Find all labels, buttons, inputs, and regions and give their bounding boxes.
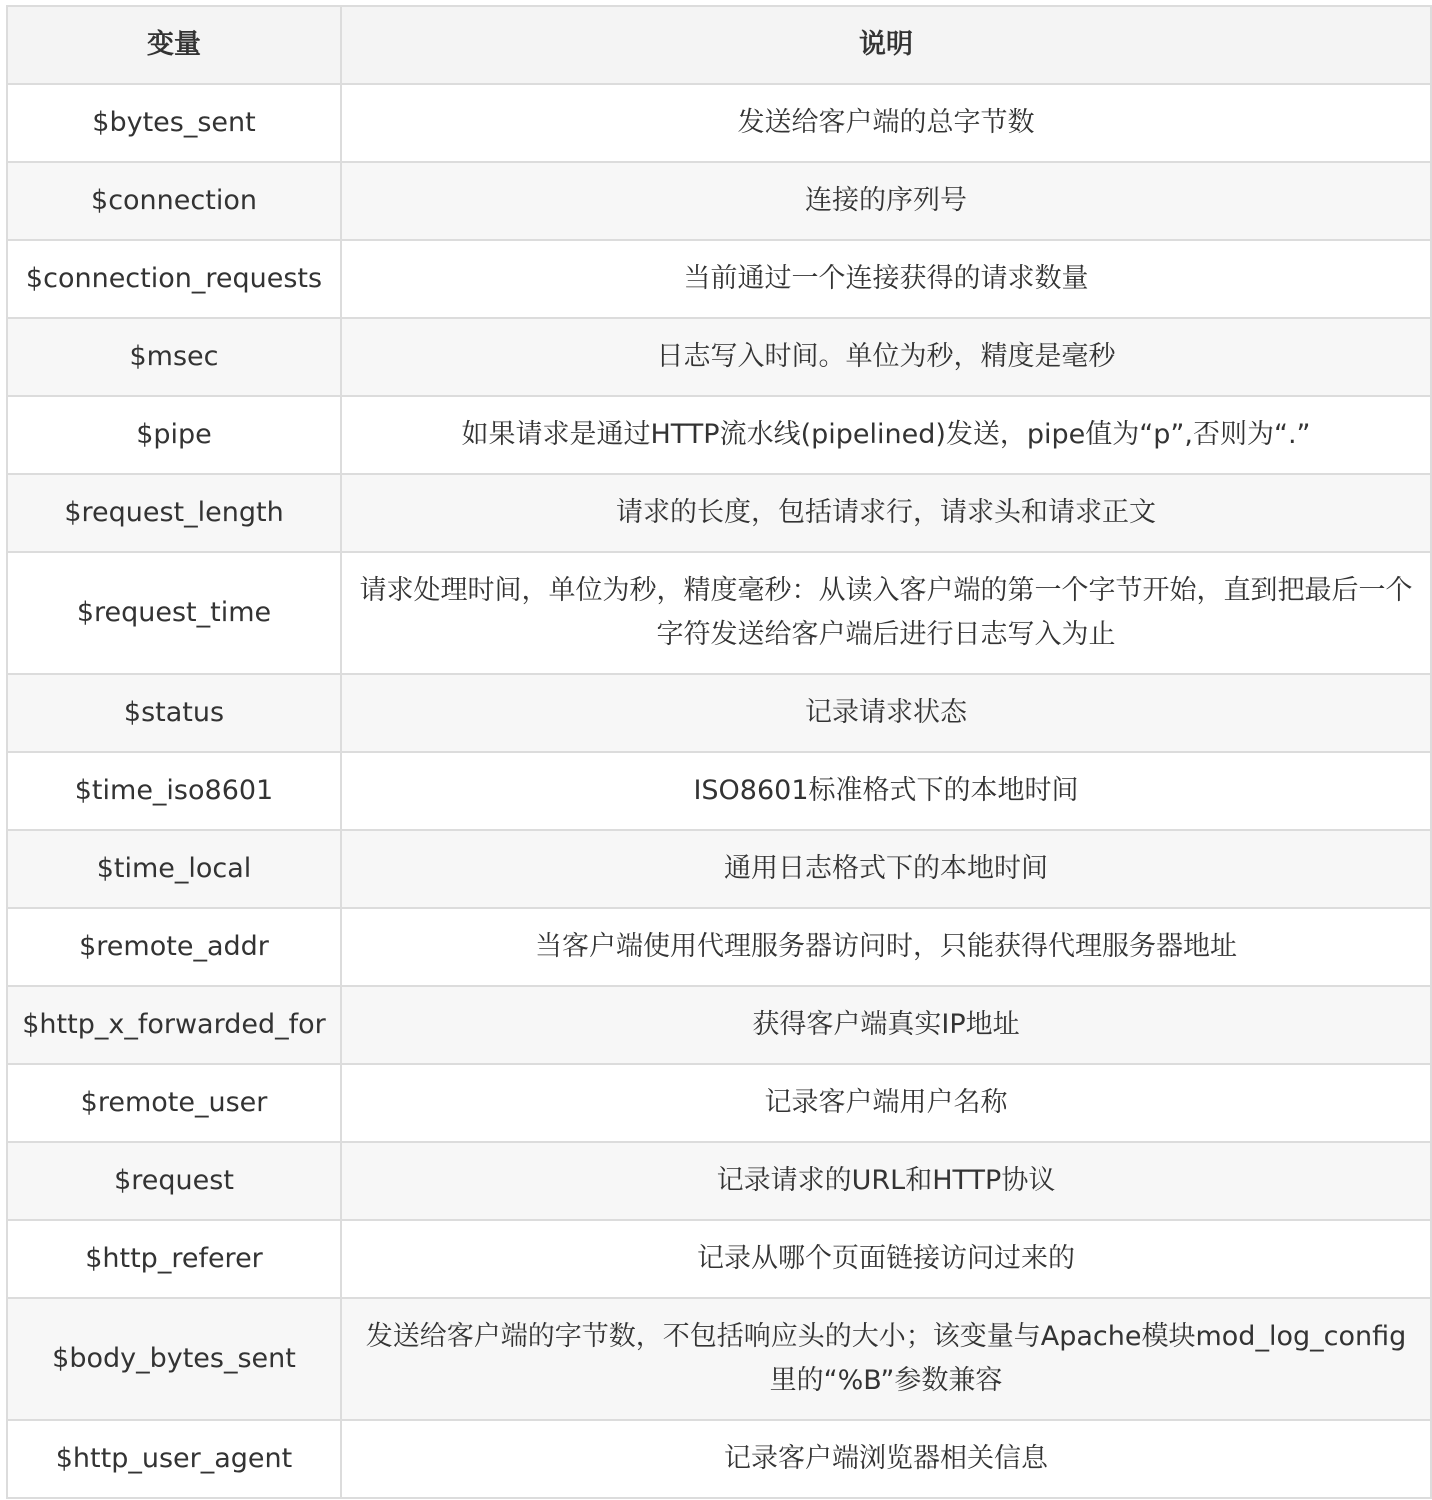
table-row [7, 986, 1431, 1064]
table-row [7, 1220, 1431, 1298]
table-row [7, 1142, 1431, 1220]
description-cell: 当前通过一个连接获得的请求数量 [341, 240, 1431, 318]
description-cell: 获得客户端真实IP地址 [341, 986, 1431, 1064]
table-body [7, 84, 1431, 1498]
variable-cell: $http_referer [7, 1220, 341, 1298]
description-cell: 连接的序列号 [341, 162, 1431, 240]
variable-cell: $http_user_agent [7, 1420, 341, 1498]
header-row [7, 6, 1431, 84]
variable-cell: $connection_requests [7, 240, 341, 318]
table-row [7, 240, 1431, 318]
description-cell: ISO8601标准格式下的本地时间 [341, 752, 1431, 830]
variable-cell: $body_bytes_sent [7, 1298, 341, 1420]
table-row [7, 396, 1431, 474]
description-cell: 记录客户端用户名称 [341, 1064, 1431, 1142]
description-cell: 记录客户端浏览器相关信息 [341, 1420, 1431, 1498]
variable-cell: $time_iso8601 [7, 752, 341, 830]
variable-cell: $request_length [7, 474, 341, 552]
table-header [7, 6, 1431, 84]
variable-cell: $time_local [7, 830, 341, 908]
table-row [7, 1420, 1431, 1498]
variable-cell: $http_x_forwarded_for [7, 986, 341, 1064]
header-variable: 变量 [7, 6, 341, 84]
table-row [7, 674, 1431, 752]
table-row [7, 474, 1431, 552]
variable-cell: $remote_user [7, 1064, 341, 1142]
table-row [7, 1064, 1431, 1142]
variable-cell: $msec [7, 318, 341, 396]
description-cell: 发送给客户端的字节数，不包括响应头的大小；该变量与Apache模块mod_log_config里的“%B”参数兼容 [341, 1298, 1431, 1420]
description-cell: 记录从哪个页面链接访问过来的 [341, 1220, 1431, 1298]
description-cell: 当客户端使用代理服务器访问时，只能获得代理服务器地址 [341, 908, 1431, 986]
table-row [7, 552, 1431, 674]
description-cell: 记录请求的URL和HTTP协议 [341, 1142, 1431, 1220]
variable-cell: $remote_addr [7, 908, 341, 986]
variable-cell: $request [7, 1142, 341, 1220]
description-cell: 请求的长度，包括请求行，请求头和请求正文 [341, 474, 1431, 552]
header-description: 说明 [341, 6, 1431, 84]
table-row [7, 752, 1431, 830]
variables-table-container [6, 5, 1430, 1499]
table-row [7, 830, 1431, 908]
description-cell: 请求处理时间，单位为秒，精度毫秒：从读入客户端的第一个字节开始，直到把最后一个字符发送给客户端后进行日志写入为止 [341, 552, 1431, 674]
description-cell: 记录请求状态 [341, 674, 1431, 752]
description-cell: 如果请求是通过HTTP流水线(pipelined)发送，pipe值为“p”,否则为“.” [341, 396, 1431, 474]
description-cell: 日志写入时间。单位为秒，精度是毫秒 [341, 318, 1431, 396]
variable-cell: $pipe [7, 396, 341, 474]
nginx-log-variables-table [6, 5, 1432, 1499]
variable-cell: $bytes_sent [7, 84, 341, 162]
table-row [7, 1298, 1431, 1420]
variable-cell: $connection [7, 162, 341, 240]
table-row [7, 908, 1431, 986]
table-row [7, 84, 1431, 162]
variable-cell: $request_time [7, 552, 341, 674]
table-row [7, 162, 1431, 240]
description-cell: 通用日志格式下的本地时间 [341, 830, 1431, 908]
variable-cell: $status [7, 674, 341, 752]
table-row [7, 318, 1431, 396]
description-cell: 发送给客户端的总字节数 [341, 84, 1431, 162]
